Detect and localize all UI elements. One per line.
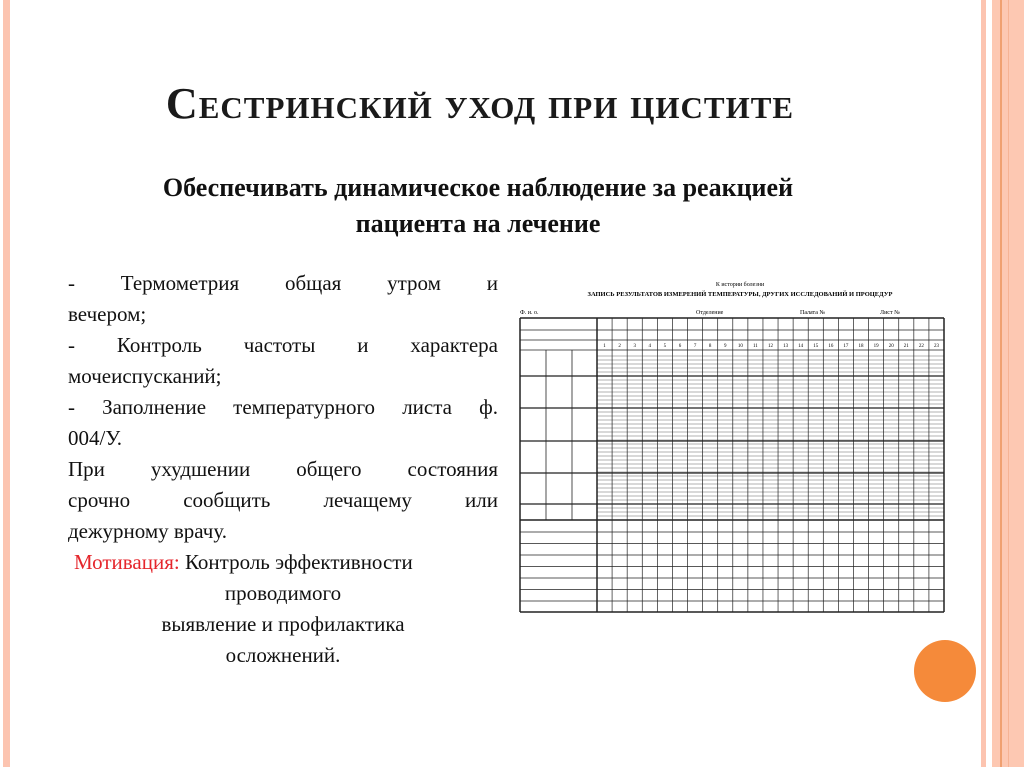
body-line: - Контроль частоты и характера (68, 333, 498, 357)
day-number: 20 (888, 344, 894, 349)
day-number: 18 (858, 344, 864, 349)
day-number: 21 (903, 344, 909, 349)
day-number: 10 (737, 344, 743, 349)
subtitle-line: пациента на лечение (355, 209, 601, 238)
motivation-line (68, 547, 498, 578)
form-grid (520, 318, 944, 612)
body-line: осложнений. (225, 643, 341, 667)
day-number: 12 (768, 344, 773, 349)
decor-circle (914, 640, 976, 702)
motivation-label: Мотивация: (74, 550, 180, 574)
day-number: 3 (633, 344, 636, 349)
day-number: 4 (648, 344, 652, 349)
form-heading: ЗАПИСЬ РЕЗУЛЬТАТОВ ИЗМЕРЕНИЙ ТЕМПЕРАТУРЫ, ДРУГИХ ИССЛЕДОВАНИЙ И ПРОЦЕДУР (587, 291, 893, 298)
body-line: - Заполнение температурного листа ф. (68, 395, 498, 419)
decor-stripe-right-thin (981, 0, 986, 767)
slide-title: Сестринский уход при цистите (165, 79, 795, 128)
subtitle-line: Обеспечивать динамическое наблюдение за реакцией (162, 173, 794, 202)
day-number: 6 (678, 344, 682, 349)
body-line: вечером; (68, 302, 147, 326)
day-number: 7 (693, 344, 697, 349)
body-line: При ухудшении общего состояния (68, 457, 498, 481)
body-line: проводимого (224, 581, 342, 605)
day-number: 8 (708, 344, 712, 349)
day-number: 2 (618, 344, 621, 349)
day-number: 16 (828, 344, 834, 349)
day-number: 19 (873, 344, 879, 349)
day-number: 1 (603, 344, 606, 349)
day-number: 14 (798, 344, 804, 349)
day-number: 17 (843, 344, 849, 349)
day-number: 9 (723, 344, 727, 349)
day-number: 5 (663, 344, 667, 349)
body-line: 004/У. (68, 426, 123, 450)
slide-subtitle (40, 170, 916, 242)
form-ward: Палата № (800, 310, 826, 316)
form-caption: К истории болезни (715, 282, 765, 288)
body-line: выявление и профилактика (161, 612, 405, 636)
decor-stripe-right-line (1000, 0, 1002, 767)
form-sheet: Лист № (880, 310, 900, 316)
day-number: 15 (813, 344, 819, 349)
day-number: 13 (783, 344, 789, 349)
body-line: дежурному врачу. (68, 519, 227, 543)
body-text (68, 268, 498, 671)
decor-stripe-right-line2 (1008, 0, 1009, 767)
body-line: - Термометрия общая утром и (68, 271, 498, 295)
form-fio: Ф. и. о. (520, 310, 539, 316)
body-line: срочно сообщить лечащему или (68, 488, 498, 512)
day-number: 22 (918, 344, 924, 349)
form-department: Отделение (696, 310, 724, 316)
motivation-text: Контроль эффективности (179, 550, 413, 574)
temperature-sheet-image (518, 276, 948, 618)
body-line: мочеиспусканий; (68, 364, 222, 388)
day-number: 23 (933, 344, 939, 349)
day-number: 11 (752, 344, 758, 349)
